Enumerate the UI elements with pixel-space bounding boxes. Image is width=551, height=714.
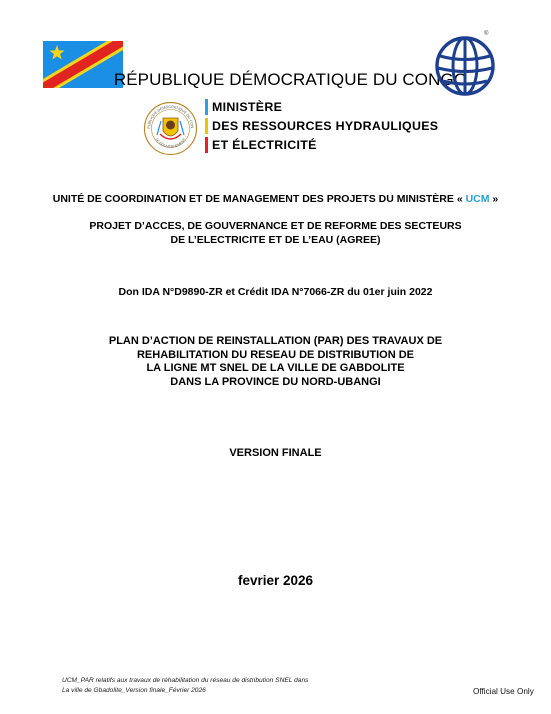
plan-line-2: REHABILITATION DU RESEAU DE DISTRIBUTION DE [136,348,415,361]
coat-of-arms-icon [143,101,198,156]
ucm-heading [0,192,551,206]
version-label: VERSION FINALE [229,447,322,459]
document-date: fevrier 2026 [237,573,314,588]
plan-line-4: DANS LA PROVINCE DU NORD-UBANGI [170,375,381,388]
ucm-acronym: UCM [465,193,490,205]
world-bank-globe-icon [435,36,495,96]
footer-note [62,676,308,696]
project-line-1: PROJET D’ACCES, DE GOUVERNANCE ET DE REFORME DES SECTEURS [89,220,462,232]
plan-line-1: PLAN D’ACTION DE REINSTALLATION (PAR) DES TRAVAUX DE [108,335,443,347]
registered-mark: ® [484,31,489,37]
footer-note-line-2: La ville de Gbadolite_Version finale_Février 2026 [62,687,206,694]
ministry-line-1: MINISTÈRE [205,99,282,115]
seal-text-bottom: LE GOUVERNEMENT [154,137,187,149]
document-title [0,335,551,389]
project-title [0,219,551,247]
ministry-line-2: DES RESSOURCES HYDRAULIQUES [205,118,438,134]
project-line-2: DE L’ELECTRICITE ET DE L’EAU (AGREE) [170,234,381,246]
footer-note-line-1: UCM_PAR relatifs aux travaux de réhabilitation du réseau de distribution SNEL dans [62,677,309,684]
country-title: RÉPUBLIQUE DÉMOCRATIQUE DU CONGO [113,70,468,89]
plan-line-3: LA LIGNE MT SNEL DE LA VILLE DE GABDOLITE [146,362,405,374]
ucm-prefix: UNITÉ DE COORDINATION ET DE MANAGEMENT DES PROJETS DU MINISTÈRE « [52,193,466,205]
seal-text-top: PUBLIQUE DÉMOCRATIQUE DU CON [146,104,195,129]
funding-reference: Don IDA N°D9890-ZR et Crédit IDA N°7066-ZR du 01er juin 2022 [118,286,433,298]
ministry-line-3: ET ÉLECTRICITÉ [205,137,317,153]
ucm-suffix: » [489,193,499,205]
classification-label: Official Use Only [473,687,534,696]
